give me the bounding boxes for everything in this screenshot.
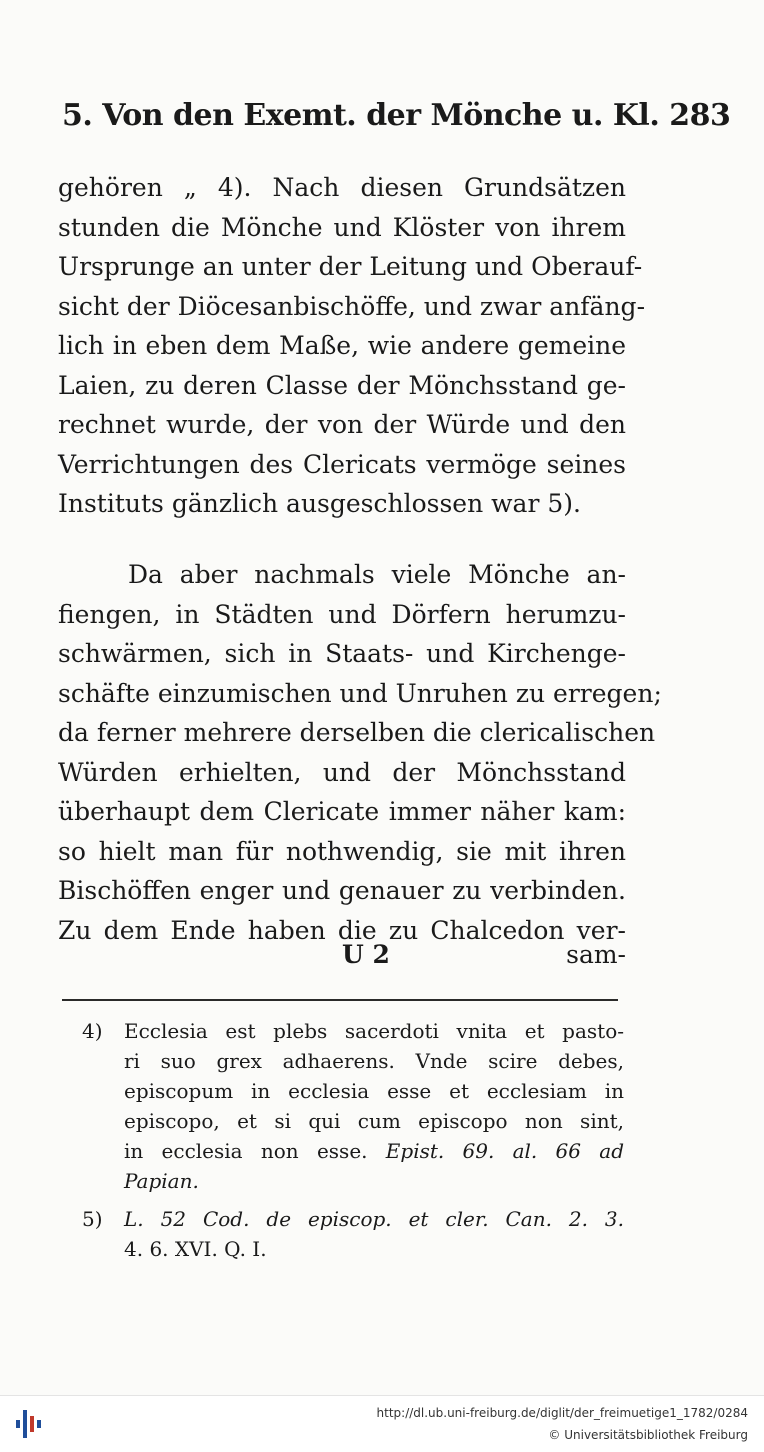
- footnote-mark: 4): [82, 1019, 103, 1043]
- text-line: lich in eben dem Maße, wie andere gemeine: [58, 331, 626, 360]
- footnote-4: [62, 1016, 624, 1196]
- text-line: rechnet wurde, der von der Würde und den: [58, 410, 626, 439]
- running-head: 5. Von den Exemt. der Mönche u. Kl. 283: [62, 98, 731, 133]
- footnote-line: [124, 1136, 624, 1166]
- copyright-notice: © Universitätsbibliothek Freiburg: [548, 1428, 748, 1442]
- footnote-citation: Papian.: [124, 1169, 199, 1193]
- text-line: schäfte einzumischen und Unruhen zu erregen;: [58, 678, 662, 708]
- footnote-line: 4. 6. XVI. Q. I.: [124, 1237, 267, 1261]
- permalink[interactable]: http://dl.ub.uni-freiburg.de/diglit/der_freimuetige1_1782/0284: [376, 1406, 748, 1420]
- footnote-rule: [62, 999, 618, 1001]
- footnote-line: Ecclesia est plebs sacerdoti vnita et pasto-: [124, 1019, 624, 1043]
- text-line: Instituts gänzlich ausgeschlossen war 5).: [58, 489, 581, 518]
- text-line: stunden die Mönche und Klöster von ihrem: [58, 212, 626, 242]
- library-logo-icon: [14, 1406, 44, 1442]
- text-line: Bischöffen enger und genauer zu verbinden.: [58, 876, 626, 905]
- text-line: Ursprunge an unter der Leitung und Oberauf-: [58, 252, 643, 281]
- footnote-text: in ecclesia non esse.: [124, 1139, 368, 1163]
- footnote-line: episcopum in ecclesia esse et ecclesiam in: [124, 1079, 624, 1103]
- text-line: Verrichtungen des Clericats vermöge seines: [58, 449, 626, 479]
- text-line: Da aber nachmals viele Mönche an-: [128, 560, 626, 589]
- text-line: Würden erhielten, und der Mönchsstand: [58, 757, 626, 787]
- catchword: sam-: [566, 940, 626, 969]
- footnote-line: episcopo, et si qui cum episcopo non sint,: [124, 1109, 624, 1133]
- paragraph-2: [58, 555, 662, 950]
- footnote-mark: 5): [82, 1207, 103, 1231]
- text-line: da ferner mehrere derselben die clericalischen: [58, 718, 656, 747]
- text-line: gehören „ 4). Nach diesen Grundsätzen: [58, 173, 626, 202]
- signature-mark: U 2: [342, 940, 390, 969]
- viewer-footer: [0, 1395, 764, 1452]
- paragraph-1: [58, 168, 646, 524]
- footnote-line: ri suo grex adhaerens. Vnde scire debes,: [124, 1049, 624, 1073]
- text-line: so hielt man für nothwendig, sie mit ihren: [58, 836, 626, 866]
- text-line: fiengen, in Städten und Dörfern herumzu-: [58, 599, 626, 629]
- text-line: Laien, zu deren Classe der Mönchsstand ge-: [58, 370, 626, 400]
- footnote-citation: Epist. 69. al. 66 ad: [385, 1139, 625, 1163]
- text-line: schwärmen, sich in Staats- und Kirchenge-: [58, 639, 626, 668]
- text-line: sicht der Diöcesanbischöffe, und zwar anfäng-: [58, 291, 646, 321]
- signature-line: [58, 940, 626, 976]
- footnote-citation: L. 52 Cod. de episcop. et cler. Can. 2. 3.: [124, 1207, 624, 1231]
- text-line: überhaupt dem Clericate immer näher kam:: [58, 797, 626, 826]
- footnotes: [62, 1016, 624, 1272]
- text-line: Zu dem Ende haben die zu Chalcedon ver-: [58, 915, 626, 945]
- footnote-5: [62, 1204, 624, 1264]
